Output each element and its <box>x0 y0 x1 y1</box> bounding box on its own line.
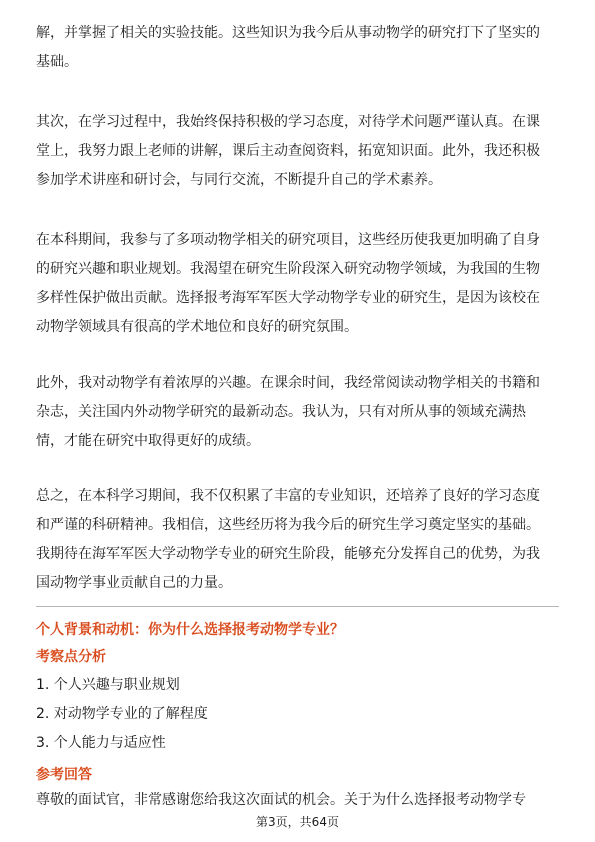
paragraph-line: 堂上，我努力跟上老师的讲解，课后主动查阅资料，拓宽知识面。此外，我还积极 <box>36 143 540 159</box>
paragraph-3 <box>36 226 564 342</box>
paragraph-5 <box>36 482 564 598</box>
answer-text: 尊敬的面试官，非常感谢您给我这次面试的机会。关于为什么选择报考动物学专 <box>36 792 526 808</box>
paragraph-line: 和严谨的科研精神。我相信，这些经历将为我今后的研究生学习奠定坚实的基础。 <box>36 517 540 533</box>
analysis-heading: 考察点分析 <box>36 649 106 665</box>
paragraph-line: 其次，在学习过程中，我始终保持积极的学习态度，对待学术问题严谨认真。在课 <box>36 114 540 130</box>
paragraph-line: 参加学术讲座和研讨会，与同行交流，不断提升自己的学术素养。 <box>36 172 442 188</box>
section-divider <box>36 606 559 607</box>
analysis-point: 2. 对动物学专业的了解程度 <box>36 706 208 722</box>
paragraph-line: 在本科期间，我参与了多项动物学相关的研究项目，这些经历使我更加明确了自身 <box>36 232 540 248</box>
paragraph-2 <box>36 108 564 195</box>
paragraph-line: 解，并掌握了相关的实验技能。这些知识为我今后从事动物学的研究打下了坚实的 <box>36 25 540 41</box>
paragraph-line: 基础。 <box>36 54 78 70</box>
paragraph-4 <box>36 369 564 456</box>
analysis-point: 1. 个人兴趣与职业规划 <box>36 677 180 693</box>
interview-question: 个人背景和动机：你为什么选择报考动物学专业？ <box>36 622 344 638</box>
paragraph-line: 动物学领域具有很高的学术地位和良好的研究氛围。 <box>36 319 358 335</box>
answer-heading: 参考回答 <box>36 767 92 783</box>
paragraph-line: 此外，我对动物学有着浓厚的兴趣。在课余时间，我经常阅读动物学相关的书籍和 <box>36 375 540 391</box>
paragraph-line: 杂志，关注国内外动物学研究的最新动态。我认为，只有对所从事的领域充满热 <box>36 404 526 420</box>
paragraph-line: 国动物学事业贡献自己的力量。 <box>36 575 232 591</box>
page-number: 第3页，共64页 <box>256 815 339 829</box>
paragraph-line: 我期待在海军军医大学动物学专业的研究生阶段，能够充分发挥自己的优势，为我 <box>36 546 540 562</box>
paragraph-1 <box>36 19 564 77</box>
paragraph-line: 多样性保护做出贡献。选择报考海军军医大学动物学专业的研究生，是因为该校在 <box>36 290 540 306</box>
paragraph-line: 的研究兴趣和职业规划。我渴望在研究生阶段深入研究动物学领域，为我国的生物 <box>36 261 540 277</box>
analysis-point: 3. 个人能力与适应性 <box>36 735 166 751</box>
paragraph-line: 情，才能在研究中取得更好的成绩。 <box>36 433 260 449</box>
paragraph-line: 总之，在本科学习期间，我不仅积累了丰富的专业知识，还培养了良好的学习态度 <box>36 488 540 504</box>
